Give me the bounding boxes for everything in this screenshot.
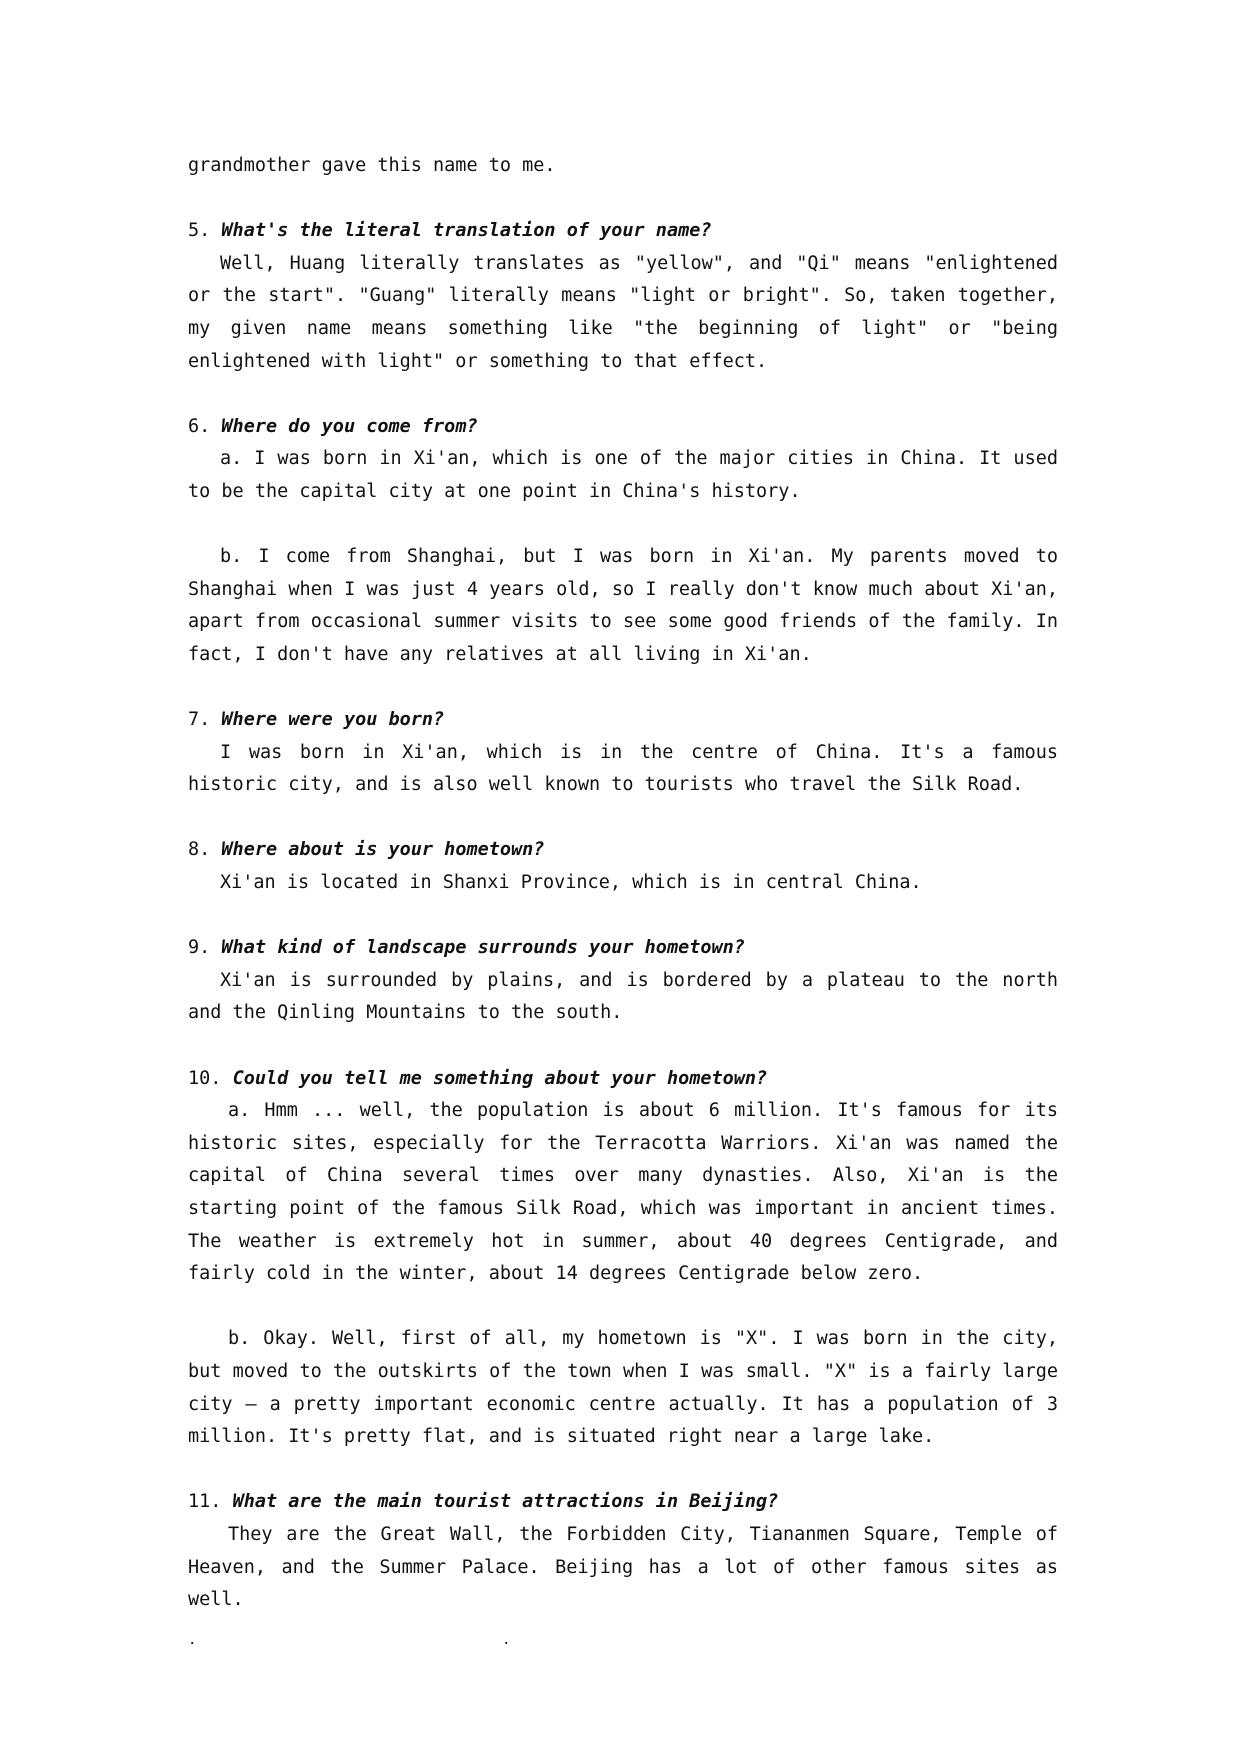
question-9-text: What kind of landscape surrounds your hometown? — [221, 937, 745, 959]
question-11-number: 11. — [188, 1491, 222, 1513]
answer-6b: b. I come from Shanghai, but I was born in Xi'an. My parents moved to Shanghai when I was just 4 years old, so I really don't know much about Xi'an, apart from occasional summer visits to see some good friends of the family. In fact, I don't have any relatives at all living in Xi'an. — [188, 546, 1058, 665]
question-7-number: 7. — [188, 709, 211, 731]
question-10-number: 10. — [188, 1067, 222, 1089]
question-6 — [188, 411, 1058, 444]
question-8 — [188, 834, 1058, 867]
footer-dot-left: . — [188, 1632, 197, 1648]
question-9-number: 9. — [188, 937, 211, 959]
question-5-number: 5. — [188, 220, 211, 242]
answer-9: Xi'an is surrounded by plains, and is bordered by a plateau to the north and the Qinling Mountains to the south. — [188, 969, 1058, 1024]
question-7-text: Where were you born? — [221, 709, 445, 731]
question-11-text: What are the main tourist attractions in Beijing? — [232, 1491, 779, 1513]
answer-10a: a. Hmm ... well, the population is about 6 million. It's famous for its historic sites, especially for the Terracotta Warriors. Xi'an was named the capital of China several times over many dynasties. Also, Xi'an is the starting point of the famous Silk Road, which was important in ancient times. The weather is extremely hot in summer, about 40 degrees Centigrade, and fairly cold in the winter, about 14 degrees Centigrade below zero. — [188, 1100, 1058, 1285]
page-footer — [188, 1632, 688, 1652]
answer-7: I was born in Xi'an, which is in the centre of China. It's a famous historic city, and is also well known to tourists who travel the Silk Road. — [188, 741, 1058, 796]
question-8-text: Where about is your hometown? — [221, 839, 545, 861]
question-6-number: 6. — [188, 415, 211, 437]
question-11 — [188, 1486, 1058, 1519]
answer-10b: b. Okay. Well, first of all, my hometown is "X". I was born in the city, but moved to the outskirts of the town when I was small. "X" is a fairly large city — a pretty important economic centre actually. It has a population of 3 million. It's pretty flat, and is situated right near a large lake. — [188, 1328, 1058, 1448]
question-5 — [188, 215, 1058, 248]
question-10 — [188, 1063, 1058, 1096]
document-page — [188, 150, 1058, 1617]
answer-8: Xi'an is located in Shanxi Province, which is in central China. — [220, 872, 922, 894]
answer-5: Well, Huang literally translates as "yellow", and "Qi" means "enlightened or the start". "Guang" literally means "light or bright". So, taken together, my given name means something like "the beginning of light" or "being enlightened with light" or something to that effect. — [188, 252, 1058, 372]
question-9 — [188, 932, 1058, 965]
question-7 — [188, 704, 1058, 737]
question-6-text: Where do you come from? — [221, 415, 478, 437]
question-5-text: What's the literal translation of your name? — [221, 220, 712, 242]
answer-11: They are the Great Wall, the Forbidden City, Tiananmen Square, Temple of Heaven, and the Summer Palace. Beijing has a lot of other famous sites as well. — [188, 1523, 1058, 1611]
intro-tail-text: grandmother gave this name to me. — [188, 155, 556, 176]
answer-6a: a. I was born in Xi'an, which is one of the major cities in China. It used to be the capital city at one point in China's history. — [188, 448, 1058, 502]
question-8-number: 8. — [188, 839, 211, 861]
footer-dot-right: . — [502, 1632, 511, 1648]
question-10-text: Could you tell me something about your hometown? — [232, 1067, 768, 1089]
